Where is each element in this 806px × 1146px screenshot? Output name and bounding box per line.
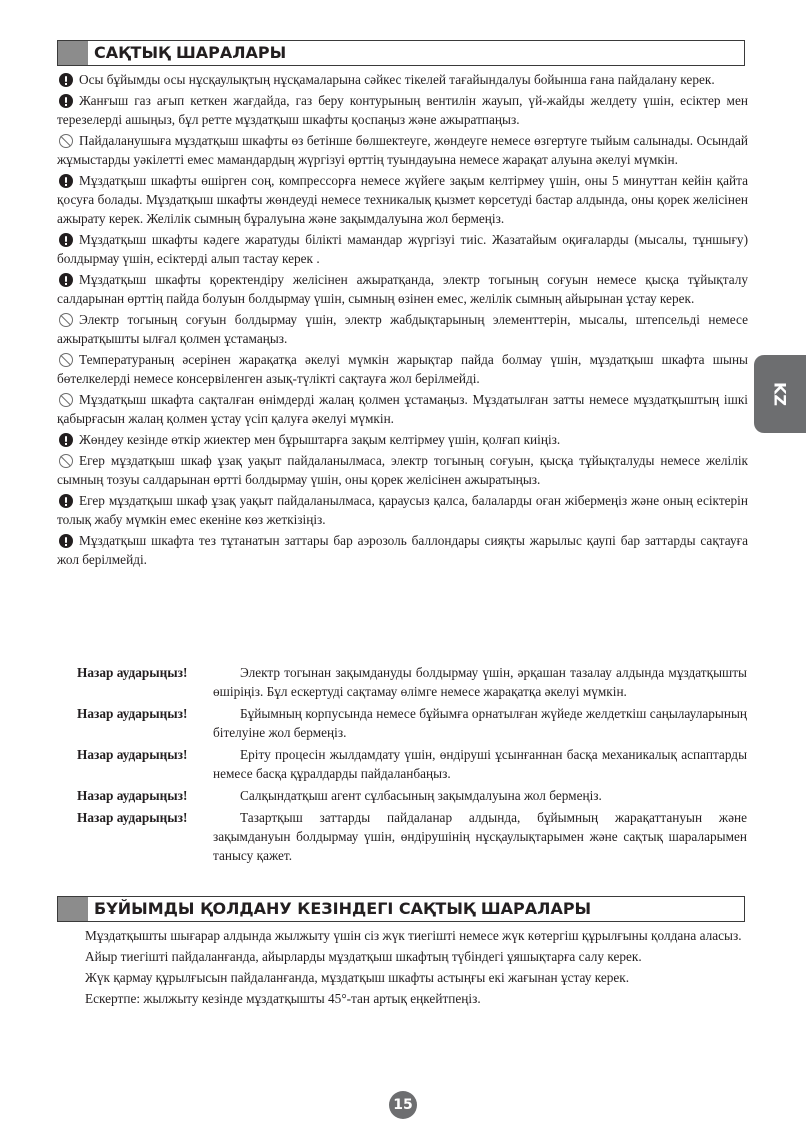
safety-item-text: Осы бұйымды осы нұсқаулықтың нұсқамаларына сәйкес тікелей тағайындалуы бойынша ғана пайдалану керек.: [79, 72, 715, 87]
warning-icon: [59, 73, 73, 87]
prohibited-icon: [59, 313, 73, 327]
safety-item: [57, 171, 748, 228]
header-bar: [58, 41, 88, 65]
attention-note: [77, 786, 747, 805]
attention-text: Еріту процесін жылдамдату үшін, өндіруші ұсынғаннан басқа механикалық аспаптарды немесе басқа құралдарды пайдаланбаңыз.: [213, 747, 747, 781]
attention-label: Назар аударыңыз!: [77, 810, 188, 825]
section-title-usage: БҰЙЫМДЫ ҚОЛДАНУ КЕЗІНДЕГІ САҚТЫҚ ШАРАЛАРЫ: [94, 899, 592, 918]
warning-icon: [59, 433, 73, 447]
attention-label: Назар аударыңыз!: [77, 747, 188, 762]
prohibited-icon: [59, 454, 73, 468]
safety-item-text: Мұздатқыш шкафта тез тұтанатын заттары бар аэрозоль баллондары сияқты жарылыс қаупі бар заттарды сақтауға жол берілмейді.: [57, 533, 748, 567]
usage-paragraph: Жүк қармау құрылғысын пайдаланғанда, мұздатқыш шкафты астыңғы екі жағынан ұстау керек.: [85, 970, 630, 985]
attention-notes: [77, 663, 747, 868]
safety-item: [57, 491, 748, 529]
safety-item-text: Мұздатқыш шкафты өшірген соң, компрессорға немесе жүйеге зақым келтірмеу үшін, оны 5 минуттан кейін қайта қосуға болады. Мұздатқыш шкафты жөндеуді немесе техникалық қызмет көрсетуді бастар алдында, оны қорек желісінен ажырату керек. Желілік сымның бұралуына және зақымдалуына жол бермеңіз.: [57, 173, 748, 226]
attention-label: Назар аударыңыз!: [77, 706, 188, 721]
safety-item: [57, 270, 748, 308]
warning-icon: [59, 94, 73, 108]
warning-icon: [59, 494, 73, 508]
prohibited-icon: [59, 353, 73, 367]
warning-icon: [59, 174, 73, 188]
attention-label: Назар аударыңыз!: [77, 665, 188, 680]
warning-icon: [59, 273, 73, 287]
usage-paragraph: Ескертпе: жылжыту кезінде мұздатқышты 45°-тан артық еңкейтпеңіз.: [85, 991, 481, 1006]
section-header-safety: [57, 40, 745, 66]
safety-item: [57, 430, 748, 449]
attention-note: [77, 745, 747, 783]
safety-item: [57, 390, 748, 428]
attention-text: Тазартқыш заттарды пайдаланар алдында, бұйымның жарақаттануын және зақымдануын болдырмау үшін, өндірушінің нұсқаулықтарымен және сақтық шараларымен танысу қажет.: [213, 810, 747, 863]
attention-text: Бұйымның корпусында немесе бұйымға орнатылған жүйеде желдеткіш саңылауларының бітелуіне жол бермеңіз.: [213, 706, 747, 740]
attention-label: Назар аударыңыз!: [77, 788, 188, 803]
safety-item: [57, 350, 748, 388]
language-tab: [754, 355, 806, 433]
section-title-safety: САҚТЫҚ ШАРАЛАРЫ: [94, 43, 287, 62]
safety-item: [57, 70, 748, 89]
safety-item-text: Электр тогының соғуын болдырмау үшін, электр жабдықтарының элементтерін, мысалы, штепсельді немесе ажыратқышты ылғал қолмен ұстамаңыз.: [57, 312, 748, 346]
header-bar: [58, 897, 88, 921]
safety-item-text: Мұздатқыш шкафты кәдеге жаратуды білікті мамандар жүргізуі тиіс. Жазатайым оқиғаларды (мысалы, тұншығу) болдырмау үшін, есіктерді алып тастау керек .: [57, 232, 748, 266]
prohibited-icon: [59, 393, 73, 407]
safety-item-text: Пайдаланушыға мұздатқыш шкафты өз бетінше бөлшектеуге, жөндеуге немесе өзгертуге тыйым салынады. Осындай жұмыстарды уәкілетті емес мамандардың жүргізуі өрттің туындауына немесе жарақат алуына әкелуі мүмкін.: [57, 133, 748, 167]
safety-item: [57, 131, 748, 169]
safety-item-text: Егер мұздатқыш шкаф ұзақ уақыт пайдаланылмаса, қараусыз қалса, балаларды оған жібермеңіз және оның есіктерін толық жабу мүмкін емес екеніне көз жеткізіңіз.: [57, 493, 748, 527]
prohibited-icon: [59, 134, 73, 148]
usage-paragraphs: [57, 926, 748, 1010]
attention-note: [77, 663, 747, 701]
safety-item-text: Мұздатқыш шкафты қоректендіру желісінен ажыратқанда, электр тогының соғуын немесе қысқа тұйықталу салдарынан өрттің пайда болуын болдырмау үшін, сымның өзінен емес, желілік сымның айырынан ұстау керек.: [57, 272, 748, 306]
safety-item-text: Жанғыш газ ағып кеткен жағдайда, газ беру контурының вентилін жауып, үй-жайды желдету үшін, есіктер мен терезелерді ашыңыз, бұл ретте мұздатқыш шкафты қоспаңыз және ажыратпаңыз.: [57, 93, 748, 127]
section-header-usage: [57, 896, 745, 922]
safety-items-list: [57, 70, 748, 571]
safety-item: [57, 230, 748, 268]
safety-item: [57, 310, 748, 348]
attention-text: Салқындатқыш агент сұлбасының зақымдалуына жол бермеңіз.: [240, 788, 602, 803]
usage-paragraph: Айыр тиегішті пайдаланғанда, айырларды мұздатқыш шкафтың түбіндегі ұяшықтарға салу керек.: [85, 949, 642, 964]
usage-paragraph: Мұздатқышты шығарар алдында жылжыту үшін сіз жүк тиегішті немесе жүк көтергіш құрылғыны қолдана аласыз.: [85, 928, 742, 943]
attention-text: Электр тогынан зақымдануды болдырмау үшін, әрқашан тазалау алдында мұздатқышты өшіріңіз. Бұл ескертуді сақтамау өлімге немесе жарақатқа әкелуі мүмкін.: [213, 665, 747, 699]
attention-note: [77, 704, 747, 742]
safety-item-text: Егер мұздатқыш шкаф ұзақ уақыт пайдаланылмаса, электр тогының соғуын, қысқа тұйықталуды немесе желілік сымның тозуы салдарынан өртті болдырмау үшін, оны қорек желісінен ажыратыңыз.: [57, 453, 748, 487]
safety-item: [57, 451, 748, 489]
safety-item-text: Жөндеу кезінде өткір жиектер мен бұрыштарға зақым келтірмеу үшін, қолғап киіңіз.: [79, 432, 561, 447]
page-number: 15: [389, 1091, 417, 1119]
safety-item-text: Температураның әсерінен жарақатқа әкелуі мүмкін жарықтар пайда болмау үшін, мұздатқыш шкафта шыны бөтелкелерді немесе консервіленген азық-түлікті сақтауға жол берілмейді.: [57, 352, 748, 386]
warning-icon: [59, 534, 73, 548]
safety-item-text: Мұздатқыш шкафта сақталған өнімдерді жалаң қолмен ұстамаңыз. Мұздатылған затты немесе мұздатқыштың ішкі қабырғасын жалаң қолмен ұстау үсіп қалуға әкелуі мүмкін.: [57, 392, 748, 426]
safety-item: [57, 91, 748, 129]
attention-note: [77, 808, 747, 865]
warning-icon: [59, 233, 73, 247]
safety-item: [57, 531, 748, 569]
language-tab-label: KZ: [770, 382, 790, 406]
